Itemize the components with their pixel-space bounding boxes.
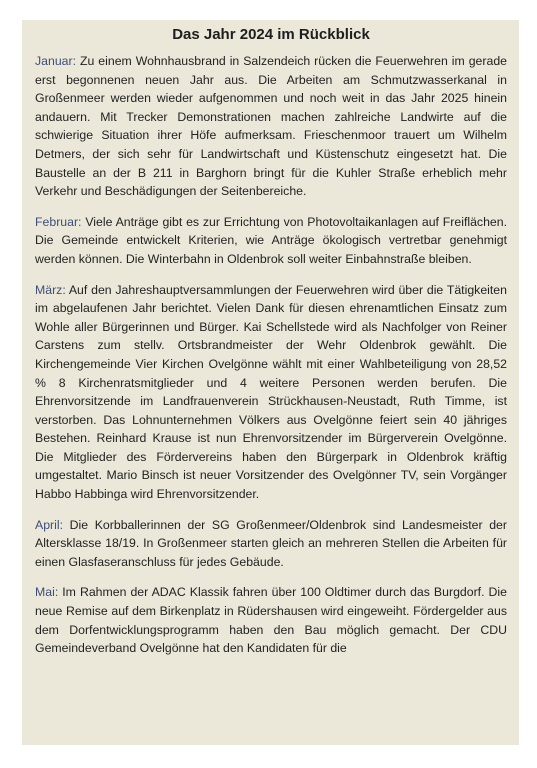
entry-text: Viele Anträge gibt es zur Errichtung von Photovoltaikanlagen auf Freiflächen. Die Gemeinde entwickelt Kriterien, wie Anträge ökologisch vertretbar genehmigt werden können. Die Winterbahn in Oldenbrok soll weiter Einbahnstraße bleiben.	[35, 214, 508, 266]
month-label: Februar:	[35, 214, 82, 229]
month-label: Mai:	[35, 585, 59, 600]
month-label: Januar:	[35, 54, 77, 68]
entry-text: Auf den Jahreshauptversammlungen der Feuerwehren wird über die Tätigkeiten im abgelaufenen Jahr berichtet. Vielen Dank für diesen ehrenamtlichen Einsatz zum Wohle aller Bürgerinnen und Bürger. Kai Schellstede wird als Nachfolger von Reiner Carstens zum stellv. Ortsbrandmeister der Wehr Oldenbrok gewählt. Die Kirchengemeinde Vier Kirchen Ovelgönne wählt mit einer Wahlbeteiligung von 28,52 % 8 Kirchenratsmitglieder und 4 weitere Personen werden berufen. Die Ehrenvorsitzende im Landfrauenverein Strückhausen-Neustadt, Ruth Timme, ist verstorben. Das Lohnunternehmen Völkers aus Ovelgönne feiert sein 40 jähriges Bestehen. Reinhard Krause ist nun Ehrenvorsitzender im Bürgerverein Ovelgönne. Die Mitglieder des Fördervereins haben den Bürgerpark in Oldenbrok kräftig umgestaltet. Mario Binsch ist neuer Vorsitzender des Ovelgönner TV, sein Vorgänger Habbo Habbinga wird Ehrenvorsitzender.	[35, 282, 507, 502]
entry-text: Im Rahmen der ADAC Klassik fahren über 100 Oldtimer durch das Burgdorf. Die neue Remise auf dem Birkenplatz in Rüdershausen wird eingeweiht. Fördergelder aus dem Dorfentwicklungsprogramm haben den Bau möglich gemacht. Der CDU Gemeindeverband Ovelgönne hat den Kandidaten für die	[35, 585, 507, 656]
entry-text: Zu einem Wohnhausbrand in Salzendeich rücken die Feuerwehren im gerade erst begonnenen neuen Jahr aus. Die Arbeiten am Schmutzwasserkanal in Großenmeer werden wieder aufgenommen und noch weit in das Jahr 2025 hinein andauern. Mit Trecker Demonstrationen machen zahlreiche Landwirte auf die schwierige Situation ihrer Höfe aufmerksam. Frieschenmoor trauert um Wilhelm Detmers, der sich sehr für Landwirtschaft und Küstenschutz eingesetzt hat. Die Baustelle an der B 211 in Barghorn bringt für die Kuhler Straße erheblich mehr Verkehr und Beschädigungen der Seitenbereiche.	[35, 54, 507, 199]
entry-februar	[35, 213, 507, 269]
entry-januar	[35, 52, 507, 201]
review-panel	[22, 20, 519, 745]
page-title: Das Jahr 2024 im Rückblick	[172, 26, 370, 43]
entry-april	[35, 516, 507, 572]
entry-mai	[35, 583, 507, 657]
entry-text: Die Korbballerinnen der SG Großenmeer/Oldenbrok sind Landesmeister der Altersklasse 18/19. In Großenmeer starten gleich an mehreren Stellen die Arbeiten für einen Glasfaseranschluss für jedes Gebäude.	[35, 517, 507, 569]
month-label: April:	[35, 517, 64, 532]
month-label: März:	[35, 282, 66, 297]
entry-maerz	[35, 281, 507, 504]
